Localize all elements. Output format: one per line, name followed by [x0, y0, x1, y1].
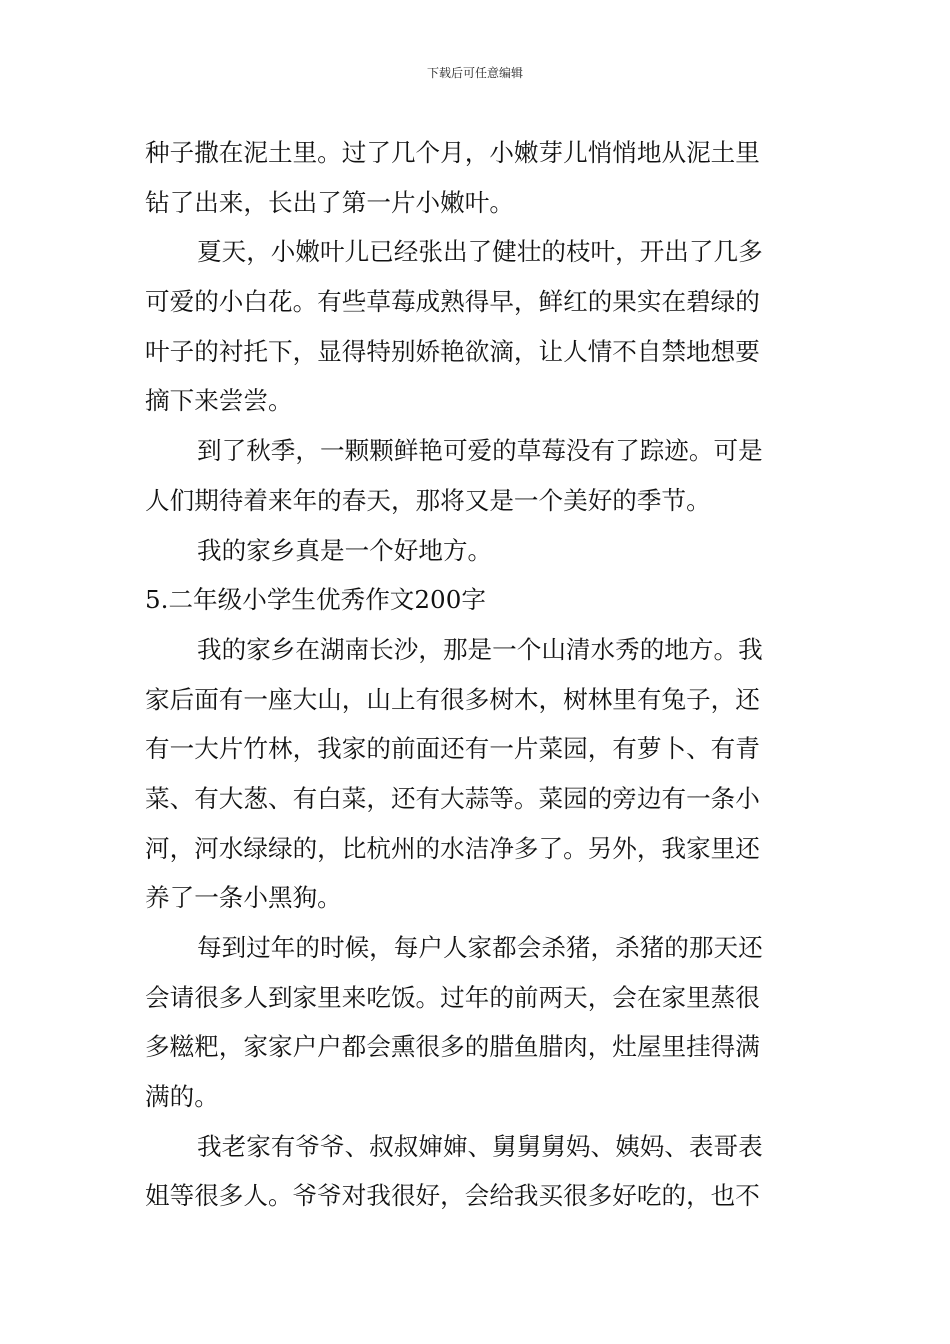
text-line: 每到过年的时候，每户人家都会杀猪，杀猪的那天还: [197, 933, 763, 962]
text-line: 我老家有爷爷、叔叔婶婶、舅舅舅妈、姨妈、表哥表: [197, 1131, 763, 1161]
text-line: 钻了出来，长出了第一片小嫩叶。: [145, 187, 514, 217]
text-line: 有一大片竹林，我家的前面还有一片菜园，有萝卜、有青: [145, 734, 760, 764]
document-body: [145, 128, 805, 1221]
text-line: 种子撒在泥土里。过了几个月，小嫩芽儿悄悄地从泥土里: [145, 138, 760, 167]
text-line: 多糍粑，家家户户都会熏很多的腊鱼腊肉，灶屋里挂得满: [145, 1032, 760, 1062]
text-line: 姐等很多人。爷爷对我很好，会给我买很多好吃的，也不: [145, 1181, 760, 1211]
page-header: 下载后可任意编辑: [426, 66, 523, 80]
text-line: 我的家乡在湖南长沙，那是一个山清水秀的地方。我: [197, 634, 763, 664]
text-line: 会请很多人到家里来吃饭。过年的前两天，会在家里蒸很: [145, 982, 760, 1012]
text-line: 夏天，小嫩叶儿已经张出了健壮的枝叶，开出了几多: [197, 237, 763, 267]
text-line: 我的家乡真是一个好地方。: [197, 535, 493, 565]
text-line: 满的。: [145, 1082, 219, 1112]
text-line: 菜、有大葱、有白菜，还有大蒜等。菜园的旁边有一条小: [145, 783, 760, 813]
text-line: 到了秋季，一颗颗鲜艳可爱的草莓没有了踪迹。可是: [197, 436, 763, 466]
text-line: 摘下来尝尝。: [145, 386, 293, 416]
text-line: 叶子的衬托下，显得特别娇艳欲滴，让人情不自禁地想要: [145, 336, 760, 366]
text-line: 家后面有一座大山，山上有很多树木，树林里有兔子，还: [145, 684, 760, 714]
text-line: 可爱的小白花。有些草莓成熟得早，鲜红的果实在碧绿的: [145, 287, 760, 317]
text-line: 河，河水绿绿的，比杭州的水洁净多了。另外，我家里还: [145, 833, 760, 863]
text-line: 人们期待着来年的春天，那将又是一个美好的季节。: [145, 485, 711, 515]
text-line: 养了一条小黑狗。: [145, 883, 342, 913]
text-line: 5.二年级小学生优秀作文200字: [145, 585, 486, 615]
